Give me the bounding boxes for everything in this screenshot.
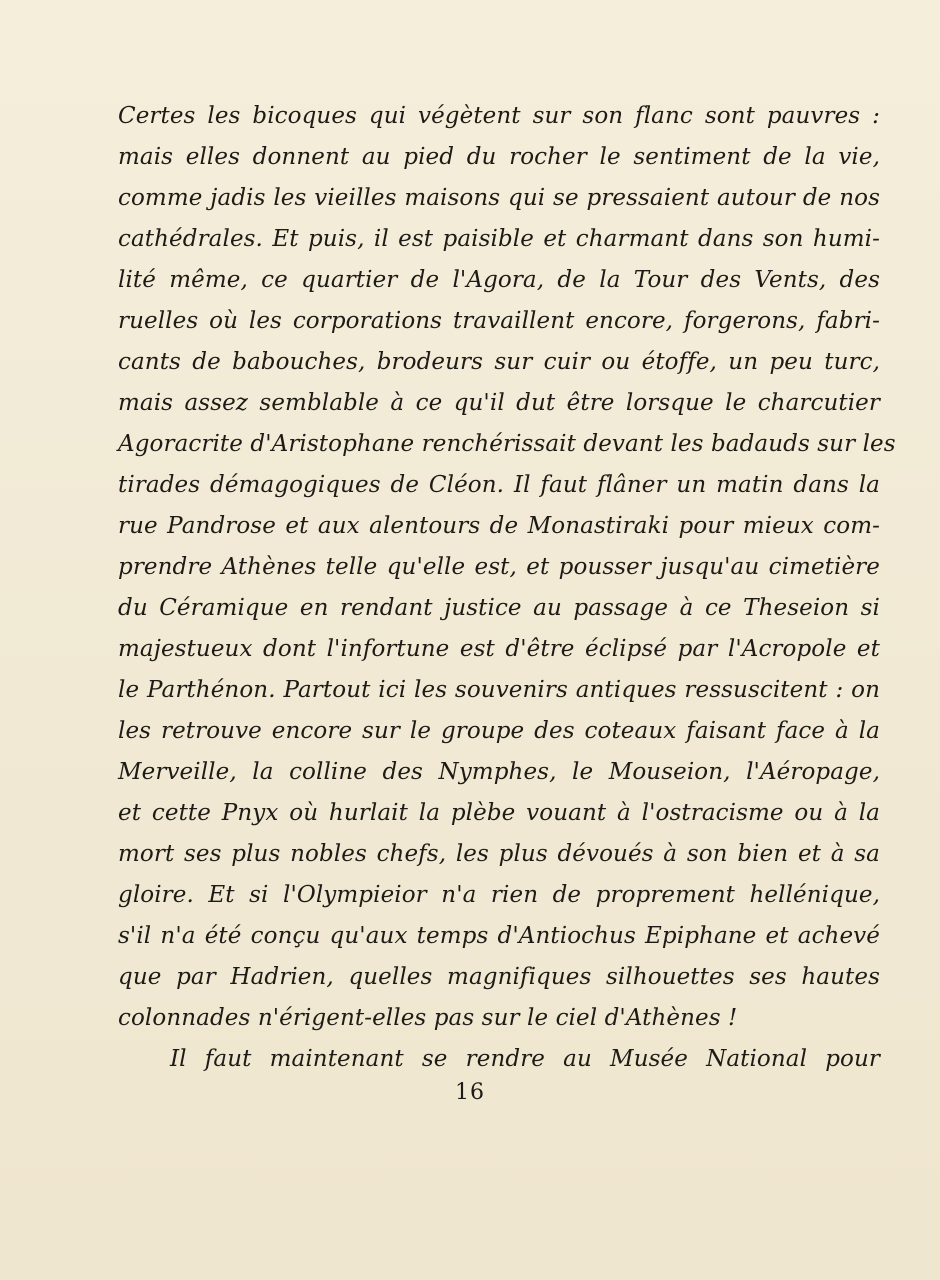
text-line: et cette Pnyx où hurlait la plèbe vouant à l'ostracisme ou à la xyxy=(118,800,880,826)
text-line: Agoracrite d'Aristophane renchérissait devant les badauds sur les xyxy=(118,431,896,457)
text-line: que par Hadrien, quelles magnifiques silhouettes ses hautes xyxy=(118,964,880,990)
text-line: les retrouve encore sur le groupe des coteaux faisant face à la xyxy=(118,718,880,744)
text-line: majestueux dont l'infortune est d'être éclipsé par l'Acropole et xyxy=(118,636,880,662)
text-line: Merveille, la colline des Nymphes, le Mouseion, l'Aéropage, xyxy=(118,759,880,785)
text-line: mais assez semblable à ce qu'il dut être lorsque le charcutier xyxy=(118,390,880,416)
text-line-paragraph-start: Il faut maintenant se rendre au Musée National pour xyxy=(170,1046,880,1072)
text-line-paragraph-end: colonnades n'érigent-elles pas sur le ciel d'Athènes ! xyxy=(118,1005,738,1031)
text-line: lité même, ce quartier de l'Agora, de la Tour des Vents, des xyxy=(118,267,880,293)
text-line: comme jadis les vieilles maisons qui se pressaient autour de nos xyxy=(118,185,880,211)
text-line: Certes les bicoques qui végètent sur son flanc sont pauvres : xyxy=(118,103,880,129)
text-line: rue Pandrose et aux alentours de Monastiraki pour mieux com- xyxy=(118,513,880,539)
text-line: cathédrales. Et puis, il est paisible et charmant dans son humi- xyxy=(118,226,880,252)
text-line: cants de babouches, brodeurs sur cuir ou étoffe, un peu turc, xyxy=(118,349,880,375)
text-line: prendre Athènes telle qu'elle est, et pousser jusqu'au cimetière xyxy=(118,554,880,580)
text-line: du Céramique en rendant justice au passage à ce Theseion si xyxy=(118,595,880,621)
text-line: s'il n'a été conçu qu'aux temps d'Antiochus Epiphane et achevé xyxy=(118,923,880,949)
page-number: 16 xyxy=(455,1080,485,1105)
text-line: ruelles où les corporations travaillent encore, forgerons, fabri- xyxy=(118,308,880,334)
text-line: tirades démagogiques de Cléon. Il faut flâner un matin dans la xyxy=(118,472,880,498)
text-line: mais elles donnent au pied du rocher le sentiment de la vie, xyxy=(118,144,880,170)
body-text xyxy=(118,96,896,1080)
text-line: le Parthénon. Partout ici les souvenirs antiques ressuscitent : on xyxy=(118,677,880,703)
text-line: mort ses plus nobles chefs, les plus dévoués à son bien et à sa xyxy=(118,841,880,867)
text-line: gloire. Et si l'Olympieior n'a rien de proprement hellénique, xyxy=(118,882,880,908)
